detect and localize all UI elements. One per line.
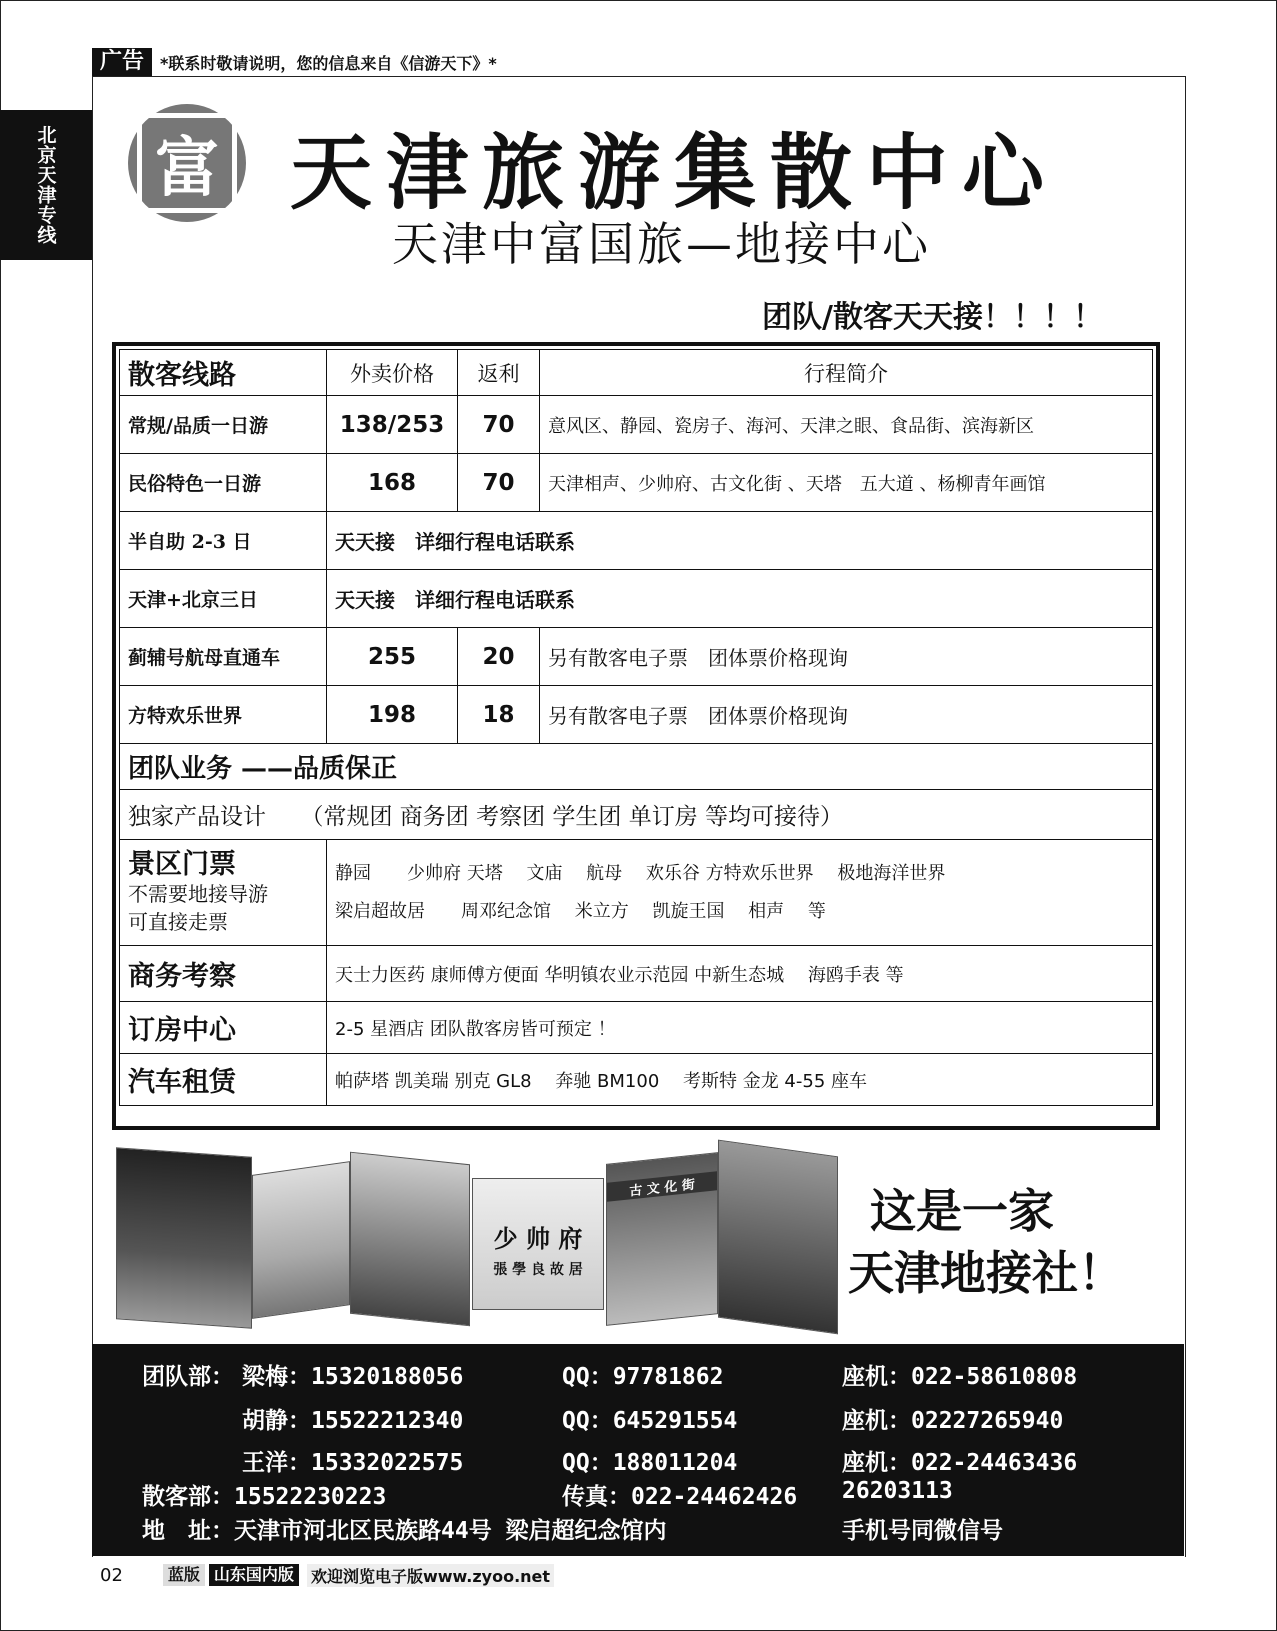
- photo-caption-residence: 張 學 良 故 居: [493, 1262, 583, 1278]
- fax-extra: 26203113: [842, 1478, 953, 1504]
- tickets-sub1: 不需要地接导游: [128, 881, 268, 906]
- contact-band: [92, 1344, 1184, 1556]
- photo-shaoshuaifu: [472, 1178, 604, 1310]
- route-price: 255: [327, 628, 458, 686]
- logo-char: 富: [137, 113, 237, 213]
- address: 地 址：天津市河北区民族路44号 梁启超纪念馆内: [142, 1518, 667, 1544]
- header-desc: 行程简介: [540, 350, 1153, 396]
- route-rebate: 70: [458, 454, 540, 512]
- tagline: [848, 1180, 1124, 1304]
- tickets-line1: 静园 少帅府 天塔 文庙 航母 欢乐谷 方特欢乐世界 极地海洋世界: [335, 862, 946, 884]
- photo-strip: [116, 1148, 846, 1338]
- route-rebate: 70: [458, 396, 540, 454]
- route-desc: 另有散客电子票 团体票价格现询: [540, 628, 1153, 686]
- route-note: 天天接 详细行程电话联系: [327, 570, 1153, 628]
- route-desc: 另有散客电子票 团体票价格现询: [540, 686, 1153, 744]
- table-row: [120, 628, 1153, 686]
- group-title: 团队业务 ——品质保正: [120, 744, 1153, 790]
- car-row: [120, 1054, 1153, 1106]
- hotel-name: 订房中心: [120, 1002, 327, 1054]
- table-row: [120, 686, 1153, 744]
- route-name: 天津+北京三日: [120, 570, 327, 628]
- photo-caption-culture-street: 古 文 化 街: [607, 1171, 717, 1202]
- route-note: 天天接 详细行程电话联系: [327, 512, 1153, 570]
- hotel-desc: 2-5 星酒店 团队散客房皆可预定 ！: [327, 1002, 1153, 1054]
- retail-contact: 散客部：15522230223: [142, 1484, 387, 1510]
- tickets-name: 景区门票: [128, 848, 236, 880]
- side-tab: 北京天津专线: [0, 110, 92, 260]
- ad-title: 天津旅游集散中心: [290, 126, 1059, 221]
- photo-tv-tower: [252, 1161, 350, 1319]
- tickets-line2: 梁启超故居 周邓纪念馆 米立方 凯旋王国 相声 等: [335, 900, 826, 922]
- route-price: 138/253: [327, 396, 458, 454]
- ad-slogan: 团队/散客天天接！！！！: [762, 300, 1103, 335]
- route-name: 方特欢乐世界: [120, 686, 327, 744]
- contact-qq: QQ：97781862: [562, 1364, 724, 1390]
- route-desc: 天津相声、少帅府、古文化街 、天塔 五大道 、杨柳青年画馆: [540, 454, 1153, 512]
- route-name: 民俗特色一日游: [120, 454, 327, 512]
- ad-tag: 广告: [92, 48, 152, 76]
- route-rebate: 20: [458, 628, 540, 686]
- business-desc: 天士力医药 康师傅方便面 华明镇农业示范园 中新生态城 海鸥手表 等: [327, 946, 1153, 1002]
- ad-subtitle: 天津中富国旅—地接中心: [392, 217, 931, 271]
- wechat-note: 手机号同微信号: [842, 1518, 1003, 1544]
- header-price: 外卖价格: [327, 350, 458, 396]
- contact-name: 梁梅：15320188056: [242, 1364, 464, 1390]
- photo-culture-street: [606, 1152, 718, 1326]
- page-footer: [100, 1563, 554, 1587]
- photo-bridge-night: [116, 1147, 252, 1329]
- route-name: 常规/品质一日游: [120, 396, 327, 454]
- table-row: [120, 396, 1153, 454]
- website-link[interactable]: 欢迎浏览电子版www.zyoo.net: [307, 1564, 554, 1587]
- route-rebate: 18: [458, 686, 540, 744]
- region-label: 山东国内版: [209, 1564, 299, 1586]
- tickets-sub2: 可直接走票: [128, 909, 228, 934]
- route-table-frame: [112, 342, 1160, 1130]
- tickets-row: [120, 840, 1153, 946]
- contact-name: 胡静：15522212340: [242, 1408, 464, 1434]
- contact-tel: 座机：022-24463436: [842, 1450, 1078, 1476]
- photo-tianjin-eye: [718, 1140, 838, 1335]
- photo-caption-shaoshuaifu: 少 帅 府: [493, 1224, 583, 1253]
- contact-qq: QQ：645291554: [562, 1408, 738, 1434]
- contact-name: 王洋：15332022575: [242, 1450, 464, 1476]
- tagline-line2: 天津地接社！: [848, 1246, 1124, 1300]
- business-row: [120, 946, 1153, 1002]
- contact-qq: QQ：188011204: [562, 1450, 738, 1476]
- car-desc: 帕萨塔 凯美瑞 别克 GL8 奔驰 BM100 考斯特 金龙 4-55 座车: [327, 1054, 1153, 1106]
- business-name: 商务考察: [120, 946, 327, 1002]
- edition-label: 蓝版: [163, 1564, 205, 1586]
- route-price: 168: [327, 454, 458, 512]
- tagline-line1: 这是一家: [870, 1184, 1054, 1238]
- tickets-list: [327, 840, 1153, 946]
- contact-tel: 座机：022-58610808: [842, 1364, 1078, 1390]
- top-header: [92, 48, 497, 76]
- source-notice: *联系时敬请说明，您的信息来自《信游天下》*: [160, 53, 497, 73]
- photo-river-city: [350, 1152, 470, 1327]
- table-row: [120, 512, 1153, 570]
- hotel-row: [120, 1002, 1153, 1054]
- group-desc: 独家产品设计 （常规团 商务团 考察团 学生团 单订房 等均可接待）: [120, 790, 1153, 840]
- fax: 传真：022-24462426: [562, 1484, 798, 1510]
- team-label: 团队部：: [142, 1364, 234, 1390]
- table-row: [120, 570, 1153, 628]
- header-route: 散客线路: [120, 350, 327, 396]
- group-title-row: [120, 744, 1153, 790]
- route-desc: 意风区、静园、瓷房子、海河、天津之眼、食品街、滨海新区: [540, 396, 1153, 454]
- table-header-row: [120, 350, 1153, 396]
- company-logo-icon: [128, 104, 246, 222]
- car-name: 汽车租赁: [120, 1054, 327, 1106]
- route-table: [119, 349, 1153, 1106]
- route-price: 198: [327, 686, 458, 744]
- route-name: 蓟辅号航母直通车: [120, 628, 327, 686]
- contact-tel: 座机：02227265940: [842, 1408, 1064, 1434]
- header-rebate: 返利: [458, 350, 540, 396]
- group-desc-row: [120, 790, 1153, 840]
- page-number: 02: [100, 1564, 123, 1586]
- route-name: 半自助 2-3 日: [120, 512, 327, 570]
- tickets-cell: [120, 840, 327, 946]
- table-row: [120, 454, 1153, 512]
